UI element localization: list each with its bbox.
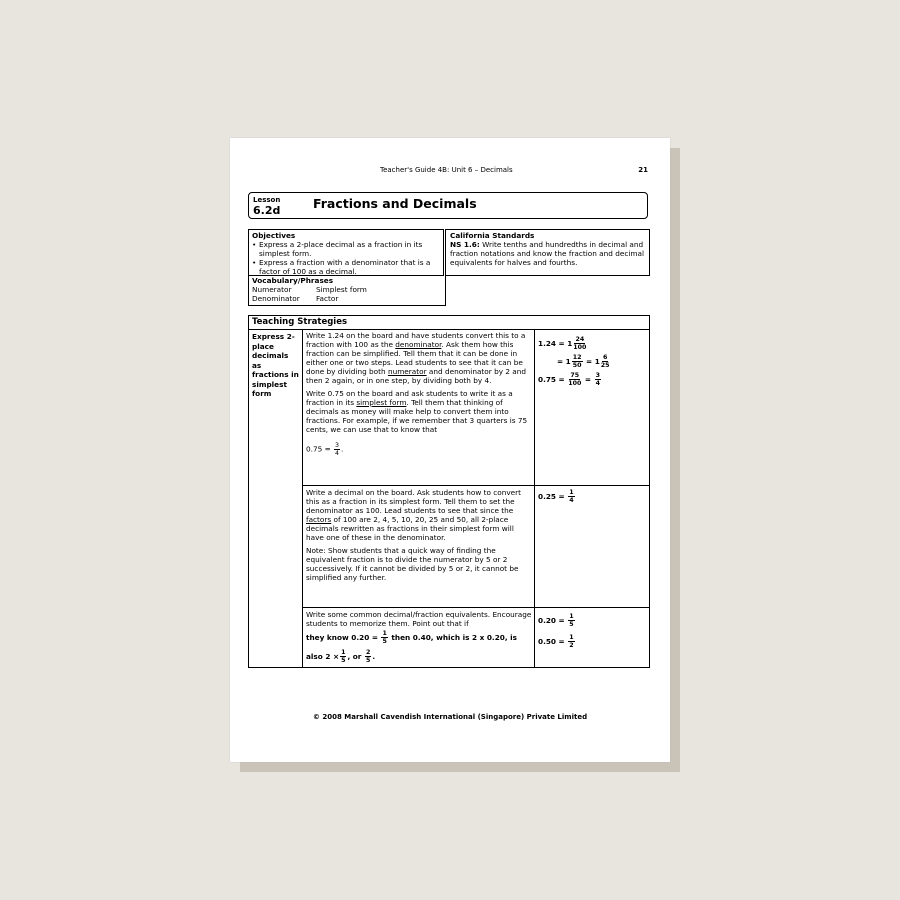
objective-item: • Express a fraction with a denominator that is a factor of 100 as a decimal. (252, 258, 431, 276)
vocabulary-row: Denominator Factor (252, 294, 339, 303)
strategy-paragraph: Write a decimal on the board. Ask students how to convert this as a fraction in its simplest form. Tell them to set the denominator as 100. Lead students to see that since the factors of 100 are 2, 4, 5, 10, 20, 25 and 50, all 2-place decimals rewritten as fractions in their simplest form will have one of these in the denominator. (306, 488, 522, 542)
lesson-number: 6.2d (253, 204, 281, 217)
strategy-cell-2 (306, 488, 532, 586)
strategy-line: they know 0.20 = $\frac{1}{5}$ then 0.40, which is 2 x 0.20, is (306, 630, 518, 645)
row-divider (302, 485, 649, 486)
strategy-cell-1 (306, 331, 532, 457)
strategy-line: also 2 × $\frac{1}{5}$ , or $\frac{2}{5}$ . (306, 649, 376, 664)
math-line: 0.50 = $\frac{1}{2}$ (538, 634, 574, 649)
strategy-paragraph: Write 0.75 on the board and ask students to write it as a fraction in its simplest form. Tell them that thinking of decimals as money will make help to convert them into fractions. For example, if we remember that 3 quarters is 75 cents, we can use that to know that (306, 389, 528, 434)
fraction-equation: 0.75 = $\frac{3}{4}$ . (306, 442, 344, 457)
guide-title: Teacher's Guide 4B: Unit 6 – Decimals (380, 166, 513, 174)
column-divider (302, 330, 303, 667)
row-divider (302, 607, 649, 608)
vocabulary-row: Numerator Simplest form (252, 285, 367, 294)
strategy-cell-3 (306, 610, 532, 666)
column-divider (534, 330, 535, 667)
teaching-strategies-table (248, 315, 650, 668)
math-line: = 1 $\frac{12}{50}$ = 1 $\frac{6}{25}$ (557, 353, 610, 369)
objectives-heading: Objectives (252, 231, 296, 240)
strategy-paragraph: Write 1.24 on the board and have students convert this to a fraction with 100 as the denominator. Ask them how this fraction can be simplified. Tell them that it can be done in either one or two steps. Lead students to see that it can be done by dividing both numerator and denominator by 2 and then 2 again, or in one step, by dividing both by 4. (306, 331, 527, 385)
math-cell-2 (538, 487, 646, 505)
math-cell-3 (538, 610, 646, 652)
page-number: 21 (638, 166, 648, 174)
math-cell-1 (538, 334, 646, 388)
standards-heading: California Standards (450, 231, 535, 240)
objective-item: • Express a 2-place decimal as a fraction in its simplest form. (252, 240, 423, 258)
copyright-footer: © 2008 Marshall Cavendish International (Singapore) Private Limited (312, 713, 588, 721)
lesson-title: Fractions and Decimals (313, 196, 477, 211)
math-line: 0.25 = $\frac{1}{4}$ (538, 488, 574, 504)
strategy-note: Note: Show students that a quick way of finding the equivalent fraction is to divide the numerator by 5 or 2 successively. If it cannot be divided by 5 or 2, it cannot be simplified any further. (306, 546, 519, 582)
math-line: 0.75 = $\frac{75}{100}$ = $\frac{3}{4}$ (538, 371, 600, 387)
math-line: 1.24 = 1 $\frac{24}{100}$ (538, 335, 587, 351)
standards-box (445, 229, 650, 276)
vocabulary-box (248, 276, 446, 306)
objectives-box (248, 229, 444, 276)
math-line: 0.20 = $\frac{1}{5}$ (538, 613, 574, 628)
strategy-paragraph: Write some common decimal/fraction equivalents. Encourage students to memorize them. Point out that if (306, 610, 532, 628)
vocabulary-heading: Vocabulary/Phrases (252, 276, 334, 285)
lesson-label: Lesson (253, 196, 281, 204)
standards-text: NS 1.6: Write tenths and hundredths in decimal and fraction notations and know the fraction and decimal equivalents for halves and fourths. (450, 240, 644, 267)
lesson-header-box (248, 192, 648, 219)
topic-label: Express 2- place decimals as fractions in simplest form (252, 332, 299, 398)
teaching-strategies-heading: Teaching Strategies (249, 316, 649, 330)
document-page (230, 138, 670, 762)
